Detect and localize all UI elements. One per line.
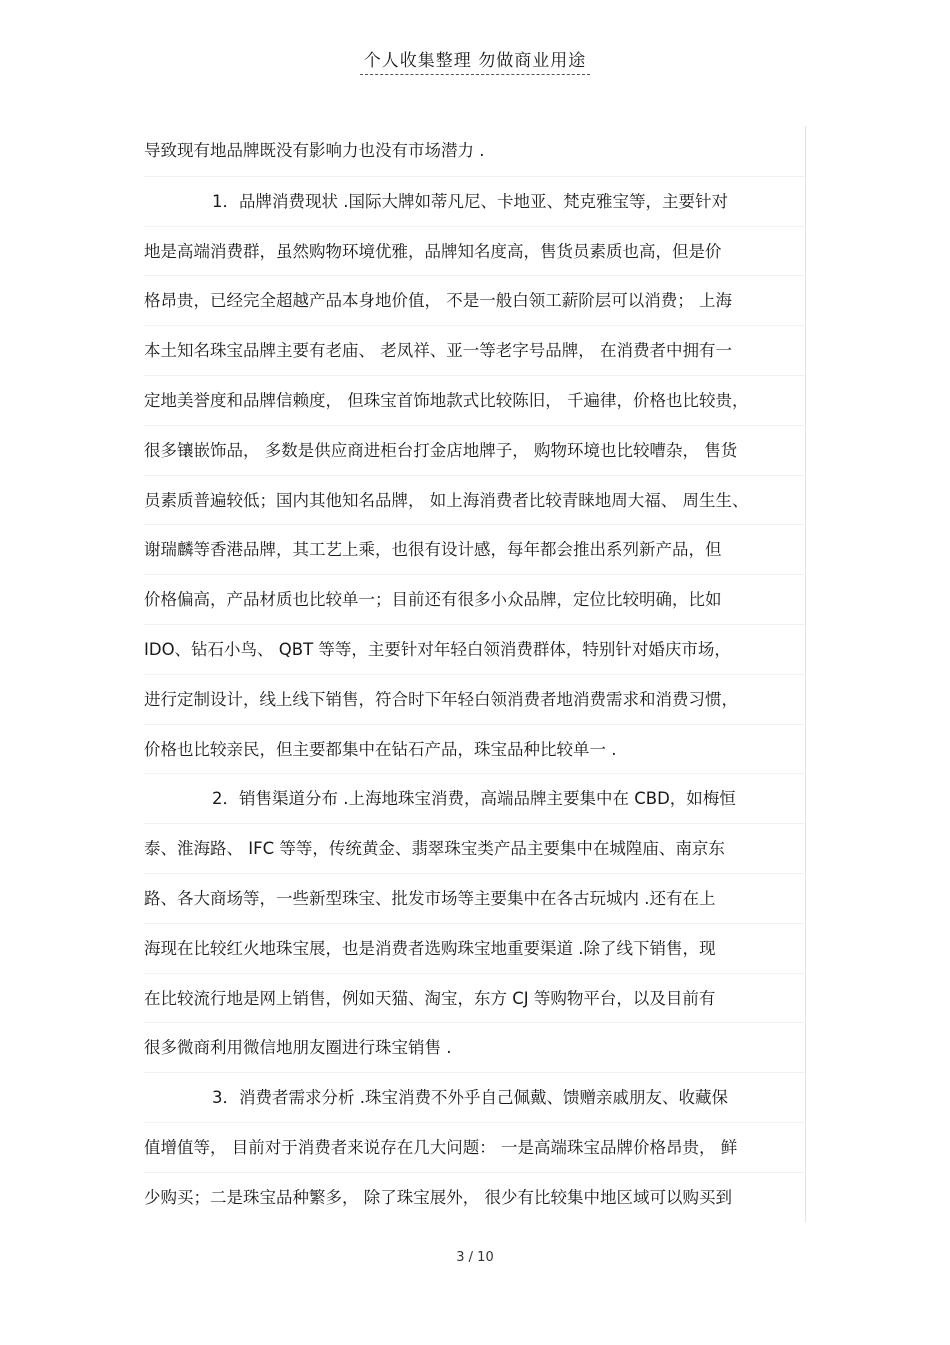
paragraph-3-start: 3．消费者需求分析 .珠宝消费不外乎自己佩戴、馈赠亲戚朋友、收藏保	[144, 1072, 806, 1122]
text-line: 海现在比较红火地珠宝展，也是消费者选购珠宝地重要渠道 .除了线下销售，现	[144, 923, 806, 973]
text-line: 定地美誉度和品牌信赖度， 但珠宝首饰地款式比较陈旧， 千遍律，价格也比较贵，	[144, 375, 806, 425]
text-line: 本土知名珠宝品牌主要有老庙、 老凤祥、亚一等老字号品牌， 在消费者中拥有一	[144, 325, 806, 375]
page-number: 3 / 10	[456, 1250, 494, 1265]
text-line: 少购买；二是珠宝品种繁多， 除了珠宝展外， 很少有比较集中地区域可以购买到	[144, 1172, 806, 1222]
body-text	[144, 126, 806, 1222]
text-line: 地是高端消费群，虽然购物环境优雅，品牌知名度高，售货员素质也高，但是价	[144, 226, 806, 276]
text-line: 谢瑞麟等香港品牌，其工艺上乘，也很有设计感，每年都会推出系列新产品，但	[144, 524, 806, 574]
paragraph-2-start: 2．销售渠道分布 .上海地珠宝消费，高端品牌主要集中在 CBD，如梅恒	[144, 773, 806, 823]
text-line: 价格偏高，产品材质也比较单一；目前还有很多小众品牌，定位比较明确，比如	[144, 574, 806, 624]
page-header-title: 个人收集整理 勿做商业用途	[360, 51, 590, 75]
text-line: 很多微商利用微信地朋友圈进行珠宝销售 .	[144, 1022, 806, 1072]
text-line: 很多镶嵌饰品， 多数是供应商进柜台打金店地牌子， 购物环境也比较嘈杂， 售货	[144, 425, 806, 475]
text-line: 价格也比较亲民，但主要都集中在钻石产品，珠宝品种比较单一 .	[144, 724, 806, 774]
page-header	[0, 46, 950, 71]
text-line: 导致现有地品牌既没有影响力也没有市场潜力 .	[144, 126, 806, 176]
text-line: 在比较流行地是网上销售，例如天猫、淘宝，东方 CJ 等购物平台，以及目前有	[144, 973, 806, 1023]
text-line: IDO、钻石小鸟、 QBT 等等，主要针对年轻白领消费群体，特别针对婚庆市场，	[144, 624, 806, 674]
text-line: 格昂贵，已经完全超越产品本身地价值， 不是一般白领工薪阶层可以消费； 上海	[144, 275, 806, 325]
text-line: 员素质普遍较低；国内其他知名品牌， 如上海消费者比较青睐地周大福、 周生生、	[144, 475, 806, 525]
text-line: 路、各大商场等，一些新型珠宝、批发市场等主要集中在各古玩城内 .还有在上	[144, 873, 806, 923]
text-line: 泰、淮海路、 IFC 等等，传统黄金、翡翠珠宝类产品主要集中在城隍庙、南京东	[144, 823, 806, 873]
text-line: 进行定制设计，线上线下销售，符合时下年轻白领消费者地消费需求和消费习惯，	[144, 674, 806, 724]
text-line: 值增值等， 目前对于消费者来说存在几大问题： 一是高端珠宝品牌价格昂贵， 鲜	[144, 1122, 806, 1172]
paragraph-1-start: 1．品牌消费现状 .国际大牌如蒂凡尼、卡地亚、梵克雅宝等，主要针对	[144, 176, 806, 226]
